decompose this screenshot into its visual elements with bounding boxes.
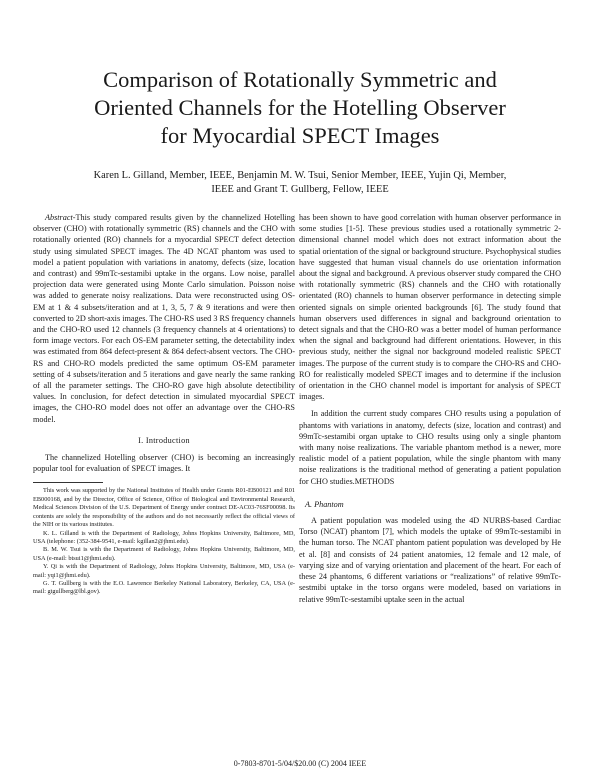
footnotes [33, 487, 295, 596]
right-column [299, 212, 561, 605]
footnote: Y. Qi is with the Department of Radiology, Johns Hopkins University, Baltimore, MD, USA (e-mail: yqi1@jhmi.edu). [33, 563, 295, 579]
body-paragraph: In addition the current study compares CHO results using a population of phantoms with variations in anatomy, defects (size, location and contrast) and 99mTc-sestamibi organ uptake to CHO results using only a single phantom with many noise realizations. The variable phantom method is a newer, more realistic model of a patient population, while the single phantom with many noise realizations is the traditional method of generating a patient population for CHO studies.METHODS [299, 409, 561, 486]
authors-line: Karen L. Gilland, Member, IEEE, Benjamin M. W. Tsui, Senior Member, IEEE, Yujin Qi, Member, [93, 170, 507, 181]
title-line: Oriented Channels for the Hotelling Observer [94, 95, 506, 120]
intro-paragraph: The channelized Hotelling observer (CHO) is becoming an increasingly popular tool for evaluation of SPECT images. It [33, 453, 295, 474]
authors-line: IEEE and Grant T. Gullberg, Fellow, IEEE [211, 184, 389, 195]
footnote: G. T. Gullberg is with the E.O. Lawrence Berkeley National Laboratory, Berkeley, CA, USA (e-mail: gtgullberg@lbl.gov). [33, 579, 295, 596]
paper-title [40, 66, 560, 150]
title-line: for Myocardial SPECT Images [160, 123, 440, 148]
abstract-label: Abstract- [45, 213, 76, 222]
body-paragraph: A patient population was modeled using the 4D NURBS-based Cardiac Torso (NCAT) phantom [7], which models the uptake of 99mTc-sestamibi in the human torso. The NCAT phantom patient population was developed by He et al. [8] and consists of 24 patient anatomies, 12 female and 12 male, of varying size and of varying orientation and placement of the heart. For each of these 24 phantoms, 6 different variations or “realizations” of relative 99mTc-sestmibi uptake in the torso organs were modeled, based on variations in relative 99mTc-sestamibi uptake seen in the actual [299, 516, 561, 604]
footnote: This work was supported by the National Institutes of Health under Grants R01-EB00121 and R01 EB000168, and by the Director, Office of Science, Office of Biological and Environmental Research, Medical Sciences Division of the U.S. Department of Energy under contract DE-AC03-76SF00098. Its contents are solely the responsibility of the authors and do not necessarily reflect the official views of the NIH or its various institutes. [33, 487, 295, 529]
abstract-body: This study compared results given by the channelized Hotelling observer (CHO) with rotationally symmetric (RS) channels and the CHO with rotationally oriented (RO) channels for a myocardial SPECT defect detection study using simulated SPECT images. The 4D NCAT phantom was used to model a patient population with variations in anatomy, defects (size, location and contrast) and 99mTc-sestamibi uptake in the organs. Low noise, parallel projection data were generated using Monte Carlo simulation. Poisson noise was added to generate noisy realizations. Data were reconstructed using OS-EM at 1 & 4 subsets/iteration and at 1, 3, 5, 7 & 9 iterations and were then converted to 2D short-axis images. The CHO-RS used 3 RS frequency channels and the CHO-RO used 12 channels (3 frequency channels at 4 orientations) to form image vectors. For each OS-EM parameter setting, the detectability index was estimated from 864 defect-present & 864 defect-absent vectors. The CHO-RS and CHO-RO models predicted the same optimum OS-EM parameter setting of 4 subsets/iteration and 5 iterations and gave nearly the same ranking of all the parameter settings. The CHO-RO gave high absolute detectibility values. In conclusion, for defect detection in simulated myocardial SPECT images, the CHO-RO model does not offer an advantage over the CHO-RS model. [33, 213, 295, 424]
footnote-divider [33, 482, 103, 483]
footnote: B. M. W. Tsui is with the Department of Radiology, Johns Hopkins University, Baltimore, MD, USA (e-mail: btsui1@jhmi.edu). [33, 546, 295, 562]
body-paragraph: has been shown to have good correlation with human observer performance in some studies [1-5]. These previous studies used a rotationally symmetric 2-dimensional channel model which does not extract information about the spatial orientation of the signal or background structure. Psychophysical studies have suggested that human visual channels do use orientation information about the signal and background. A previous observer study compared the CHO with rotationally symmetric (RS) channels and the CHO with rotationally orientated (RO) channels to human observer performance in detecting simple oriented signals on simple oriented backgrounds [6]. The study found that human observers used differences in signal and background orientation to detect signals and that the CHO-RO was a better model of human performance when the signal and background had different orientations. However, in this previous study, neither the signal nor background modeled realistic SPECT images. The purpose of the current study is to compare the CHO-RS and CHO-RO for realistically modeled SPECT images and to determine if the inclusion of orientation in the CHO channel model is important for analysis of SPECT images. [299, 213, 561, 402]
left-column [33, 212, 295, 597]
footnote: K. L. Gilland is with the Department of Radiology, Johns Hopkins University, Baltimore, MD, USA (telephone: (352-384-9541, e-mail: kgillan2@jhmi.edu). [33, 529, 295, 545]
abstract [33, 212, 295, 425]
subsection-heading-phantom: A. Phantom [305, 499, 344, 509]
section-heading-introduction: I. Introduction [138, 435, 190, 445]
author-list [40, 169, 560, 197]
title-line: Comparison of Rotationally Symmetric and [103, 67, 497, 92]
page-footer: 0-7803-8701-5/04/$20.00 (C) 2004 IEEE [233, 759, 367, 768]
